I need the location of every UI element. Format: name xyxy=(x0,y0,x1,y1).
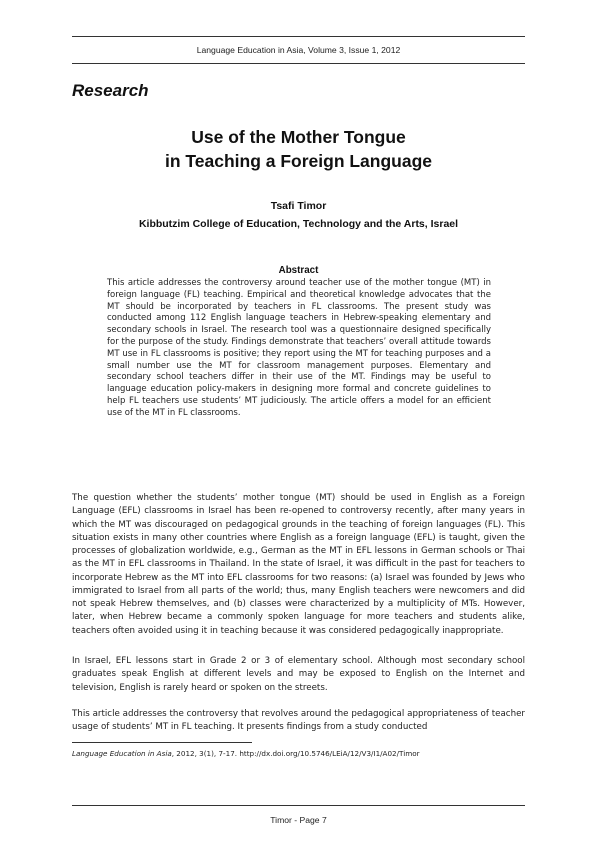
body-paragraph: The question whether the students’ mother tongue (MT) should be used in English as a Foreign Language (EFL) classrooms in Israel has been re-opened to controversy recently, after many years in which the MT was discouraged on pedagogical grounds in the teaching of foreign languages (FL). This situation exists in many other countries where English as a foreign language (EFL) is taught, given the processes of globalization worldwide, e.g., German as the MT in EFL lessons in German schools or Thai as the MT in EFL classrooms in Thailand. In the state of Israel, it was difficult in the past for teachers to incorporate Hebrew as the MT into EFL classrooms for two reasons: (a) Israel was founded by Jews who immigrated to Israel from all parts of the world; thus, many English teachers were newcomers and did not speak Hebrew themselves, and (b) classes were characterized by a multiplicity of MTs. However, later, when Hebrew became a commonly spoken language for more teachers and students alike, teachers often avoided using it in teaching because it was considered pedagogically inappropriate. xyxy=(72,493,525,636)
citation-footnote xyxy=(72,749,525,758)
footer-rule xyxy=(72,805,525,806)
author-name: Tsafi Timor xyxy=(270,200,327,212)
body-paragraph: In Israel, EFL lessons start in Grade 2 or 3 of elementary school. Although most secondary school graduates speak English at different levels and may be exposed to English on the Internet and television, English is rarely heard or spoken on the streets. xyxy=(72,656,525,693)
footnote-rule xyxy=(72,742,252,743)
header-rule-top xyxy=(72,36,525,37)
abstract-heading: Abstract xyxy=(278,265,319,276)
running-header: Language Education in Asia, Volume 3, Issue 1, 2012 xyxy=(196,45,401,55)
article-title xyxy=(72,125,525,173)
author-affiliation: Kibbutzim College of Education, Technology and the Arts, Israel xyxy=(138,218,459,230)
page-footer: Timor - Page 7 xyxy=(270,815,327,825)
footnote-citation: , 2012, 3(1), 7-17. http://dx.doi.org/10.5746/LEiA/12/V3/I1/A02/Timor xyxy=(171,749,420,758)
article-title-line1: Use of the Mother Tongue xyxy=(191,127,406,147)
abstract-text: This article addresses the controversy around teacher use of the mother tongue (MT) in foreign language (FL) teaching. Empirical and theoretical knowledge advocates that the MT should be incorporated by teachers in FL classrooms. The present study was conducted among 112 English language teachers in Hebrew-speaking elementary and secondary schools in Israel. The research tool was a questionnaire designed specifically for the purpose of the study. Findings demonstrate that teachers’ overall attitude towards MT use in FL classrooms is positive; they report using the MT for teaching purposes and a small number use the MT for classroom management purposes. Elementary and secondary school teachers differ in their use of the MT. Findings may be useful to language education policy-makers in designing more formal and concrete guidelines to help FL teachers use students’ MT judiciously. The article offers a model for an efficient use of the MT in FL classrooms. xyxy=(107,278,491,418)
footnote-journal: Language Education in Asia xyxy=(72,749,172,758)
header-rule-bottom xyxy=(72,63,525,64)
section-label: Research xyxy=(72,81,149,100)
body-paragraph: This article addresses the controversy that revolves around the pedagogical appropriateness of teacher usage of students’ MT in FL teaching. It presents findings from a study conducted xyxy=(72,709,525,733)
article-title-line2: in Teaching a Foreign Language xyxy=(164,151,433,171)
